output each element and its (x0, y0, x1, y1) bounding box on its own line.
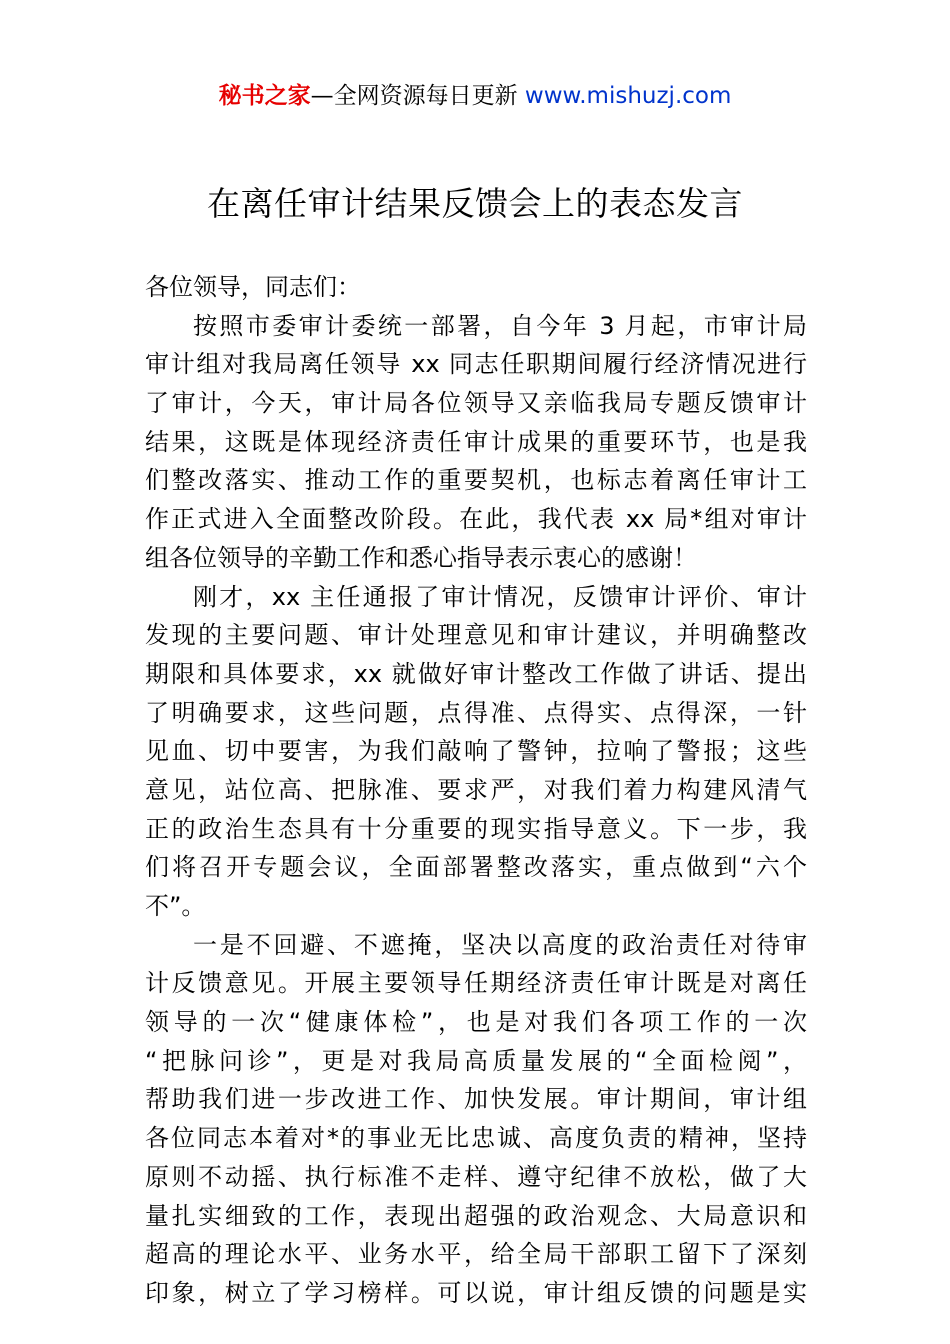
body-line: 结果，这既是体现经济责任审计成果的重要环节，也是我 (145, 427, 807, 456)
document-title: 在离任审计结果反馈会上的表态发言 (207, 184, 743, 223)
body-line: 刚才，xx 主任通报了审计情况，反馈审计评价、审计 (193, 582, 807, 611)
body-line: 不”。 (145, 892, 206, 920)
body-line: 了审计，今天，审计局各位领导又亲临我局专题反馈审计 (145, 389, 807, 418)
body-line: 正的政治生态具有十分重要的现实指导意义。下一步，我 (145, 814, 807, 843)
document-body (145, 268, 807, 1313)
body-line: 印象，树立了学习榜样。可以说，审计组反馈的问题是实 (145, 1278, 807, 1307)
site-url-link[interactable]: www.mishuzj.com (524, 83, 732, 109)
body-line: 见血、切中要害，为我们敲响了警钟，拉响了警报；这些 (145, 737, 807, 766)
body-line: 各位同志本着对*的事业无比忠诚、高度负责的精神，坚持 (145, 1124, 807, 1153)
body-line: 计反馈意见。开展主要领导任期经济责任审计既是对离任 (145, 969, 807, 998)
salutation-line: 各位领导，同志们： (145, 273, 361, 301)
body-line: 组各位领导的辛勤工作和悉心指导表示衷心的感谢！ (145, 543, 697, 572)
body-line: 一是不回避、不遮掩，坚决以高度的政治责任对待审 (193, 930, 807, 959)
body-line: 期限和具体要求，xx 就做好审计整改工作做了讲话、提出 (145, 659, 807, 688)
body-line: 量扎实细致的工作，表现出超强的政治观念、大局意识和 (145, 1201, 807, 1230)
body-line: 们整改落实、推动工作的重要契机，也标志着离任审计工 (145, 466, 807, 495)
body-line: 领导的一次“健康体检”，也是对我们各项工作的一次 (145, 1008, 807, 1037)
body-line: 意见，站位高、把脉准、要求严，对我们着力构建风清气 (145, 775, 807, 804)
body-line: “把脉问诊”，更是对我局高质量发展的“全面检阅”， (145, 1046, 807, 1075)
body-line: 超高的理论水平、业务水平，给全局干部职工留下了深刻 (145, 1240, 807, 1269)
body-line: 原则不动摇、执行标准不走样、遵守纪律不放松，做了大 (145, 1162, 807, 1191)
body-line: 作正式进入全面整改阶段。在此，我代表 xx 局*组对审计 (145, 505, 807, 534)
site-name: 秘书之家 (218, 83, 311, 109)
body-line: 们将召开专题会议，全面部署整改落实，重点做到“六个 (145, 853, 807, 882)
body-line: 了明确要求，这些问题，点得准、点得实、点得深，一针 (145, 698, 807, 727)
body-line: 审计组对我局离任领导 xx 同志任职期间履行经济情况进行 (145, 350, 807, 379)
site-header (0, 80, 950, 112)
body-line: 按照市委审计委统一部署，自今年 3 月起，市审计局 (193, 311, 807, 340)
body-line: 发现的主要问题、审计处理意见和审计建议，并明确整改 (145, 621, 807, 650)
site-tagline: —全网资源每日更新 (310, 83, 525, 109)
body-line: 帮助我们进一步改进工作、加快发展。审计期间，审计组 (145, 1085, 807, 1114)
